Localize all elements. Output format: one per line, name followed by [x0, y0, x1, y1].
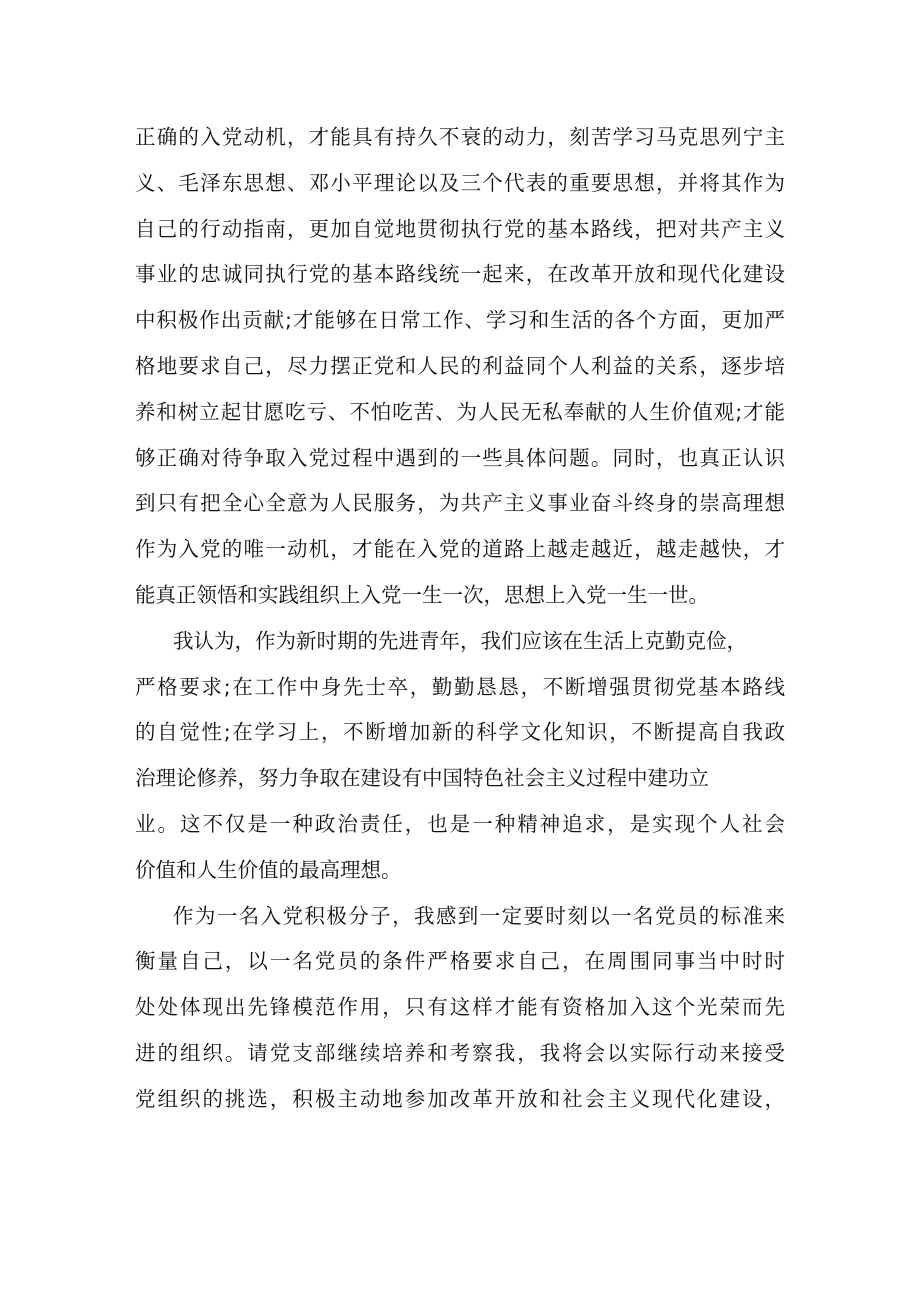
text-line: 治理论修养，努力争取在建设有中国特色社会主义过程中建功立: [135, 766, 709, 791]
text-line: 中积极作出贡献;才能够在日常工作、学习和生活的各个方面，更加严: [135, 308, 785, 333]
document-body: [135, 115, 785, 1123]
text-line: 我认为，作为新时期的先进青年，我们应该在生活上克勤克俭，: [173, 628, 747, 653]
text-line: 价值和人生价值的最高理想。: [135, 857, 402, 882]
text-line: 作为一名入党积极分子，我感到一定要时刻以一名党员的标准来: [173, 903, 785, 928]
text-line: 严格要求;在工作中身先士卒，勤勤恳恳，不断增强贯彻党基本路线: [135, 674, 785, 699]
text-line: 处处体现出先锋模范作用，只有这样才能有资格加入这个光荣而先: [135, 995, 785, 1020]
text-line: 的自觉性;在学习上，不断增加新的科学文化知识，不断提高自我政: [135, 720, 785, 745]
text-line: 到只有把全心全意为人民服务，为共产主义事业奋斗终身的崇高理想: [135, 491, 785, 516]
text-line: 能真正领悟和实践组织上入党一生一次，思想上入党一生一世。: [135, 582, 709, 607]
text-line: 衡量自己，以一名党员的条件严格要求自己，在周围同事当中时时: [135, 949, 785, 974]
text-line: 正确的入党动机，才能具有持久不衰的动力，刻苦学习马克思列宁主: [135, 125, 785, 149]
text-line: 事业的忠诚同执行党的基本路线统一起来，在改革开放和现代化建设: [135, 262, 785, 287]
text-line: 业。这不仅是一种政治责任，也是一种精神追求，是实现个人社会: [135, 811, 785, 836]
text-line: 党组织的挑选，积极主动地参加改革开放和社会主义现代化建设，: [135, 1086, 785, 1111]
text-line: 养和树立起甘愿吃亏、不怕吃苦、为人民无私奉献的人生价值观;才能: [135, 399, 785, 424]
text-line: 义、毛泽东思想、邓小平理论以及三个代表的重要思想，并将其作为: [135, 170, 785, 195]
text-line: 格地要求自己，尽力摆正党和人民的利益同个人利益的关系，逐步培: [135, 353, 785, 378]
text-line: 自己的行动指南，更加自觉地贯彻执行党的基本路线，把对共产主义: [135, 216, 785, 241]
text-line: 够正确对待争取入党过程中遇到的一些具体问题。同时，也真正认识: [135, 445, 785, 470]
text-line: 作为入党的唯一动机，才能在入党的道路上越走越近，越走越快，才: [135, 537, 785, 562]
text-line: 进的组织。请党支部继续培养和考察我，我将会以实际行动来接受: [135, 1040, 785, 1065]
